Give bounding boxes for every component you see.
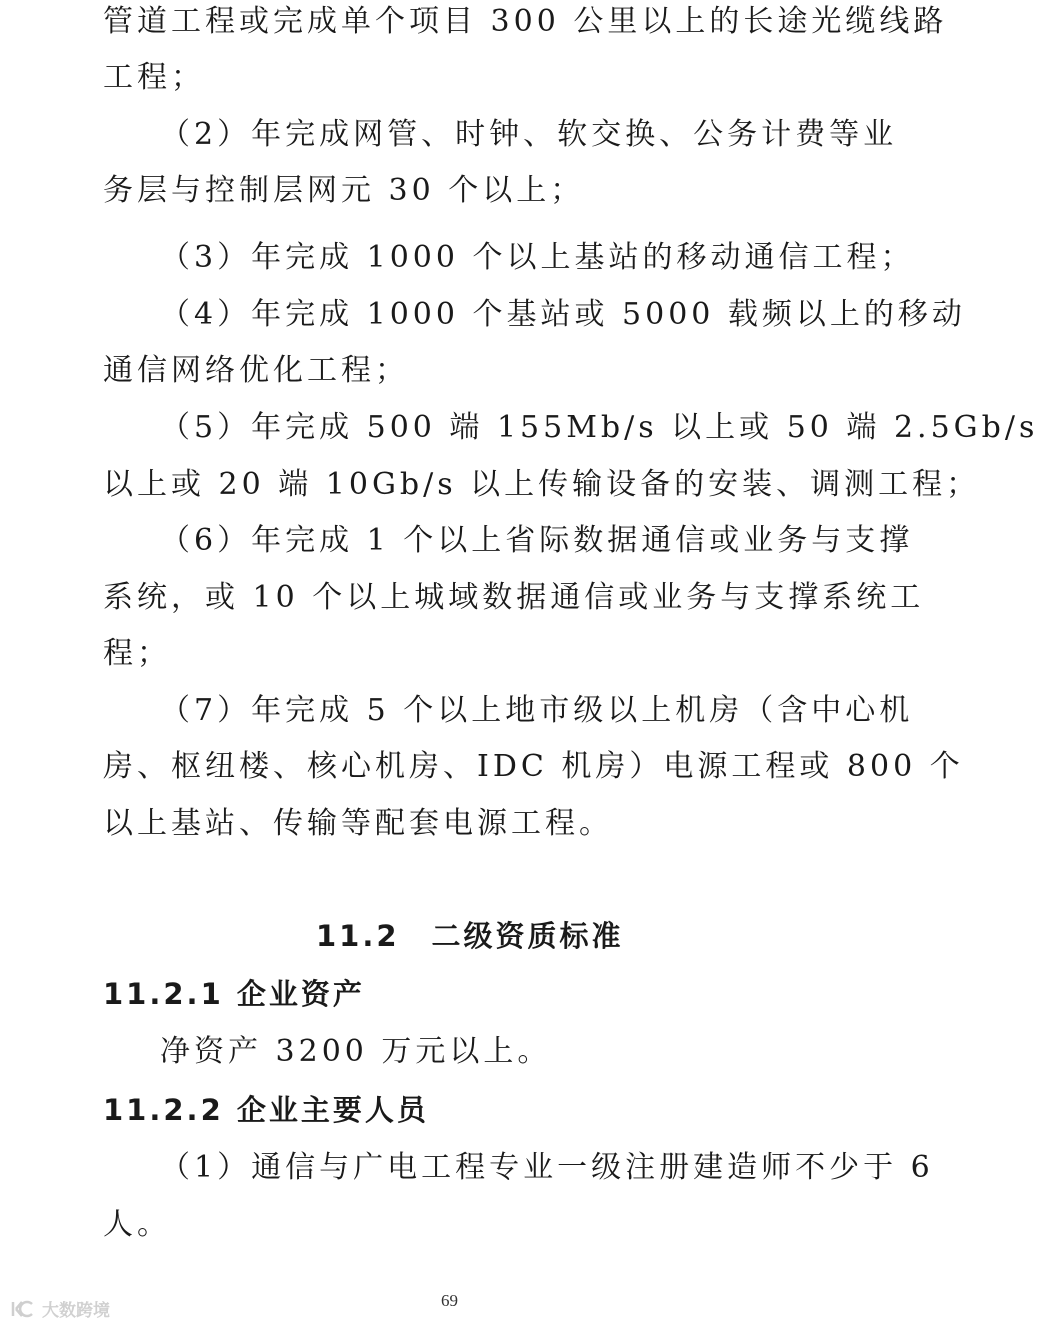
watermark-text: 大数跨境 bbox=[42, 1301, 110, 1321]
body-line: 以上或 20 端 10Gb/s 以上传输设备的安装、调测工程； bbox=[103, 467, 981, 502]
page-number: 69 bbox=[441, 1291, 458, 1310]
body-line: 人。 bbox=[103, 1207, 171, 1242]
body-line: 工程； bbox=[103, 60, 205, 95]
body-line: 管道工程或完成单个项目 300 公里以上的长途光缆线路 bbox=[103, 4, 948, 39]
body-line: （2）年完成网管、时钟、软交换、公务计费等业 bbox=[160, 117, 898, 152]
body-line: 程； bbox=[103, 636, 171, 671]
body-line: （7）年完成 5 个以上地市级以上机房（含中心机 bbox=[160, 693, 914, 728]
body-line: 净资产 3200 万元以上。 bbox=[160, 1034, 552, 1069]
section-title: 11.2 二级资质标准 bbox=[316, 919, 624, 953]
body-line: 房、枢纽楼、核心机房、IDC 机房）电源工程或 800 个 bbox=[103, 749, 964, 784]
body-line: 系统，或 10 个以上城域数据通信或业务与支撑系统工 bbox=[103, 580, 925, 615]
body-line: 通信网络优化工程； bbox=[103, 353, 409, 388]
watermark-logo-icon bbox=[10, 1299, 36, 1319]
body-line: 务层与控制层网元 30 个以上； bbox=[103, 173, 585, 208]
subsection-title-assets: 11.2.1 企业资产 bbox=[103, 977, 365, 1011]
body-line: （1）通信与广电工程专业一级注册建造师不少于 6 bbox=[160, 1150, 934, 1185]
body-line: 以上基站、传输等配套电源工程。 bbox=[103, 806, 613, 841]
body-line: （5）年完成 500 端 155Mb/s 以上或 50 端 2.5Gb/s bbox=[160, 410, 1038, 445]
body-line: （4）年完成 1000 个基站或 5000 载频以上的移动 bbox=[160, 297, 966, 332]
body-line: （6）年完成 1 个以上省际数据通信或业务与支撑 bbox=[160, 523, 914, 558]
subsection-title-personnel: 11.2.2 企业主要人员 bbox=[103, 1093, 429, 1127]
watermark bbox=[10, 1296, 110, 1321]
body-line: （3）年完成 1000 个以上基站的移动通信工程； bbox=[160, 240, 915, 275]
